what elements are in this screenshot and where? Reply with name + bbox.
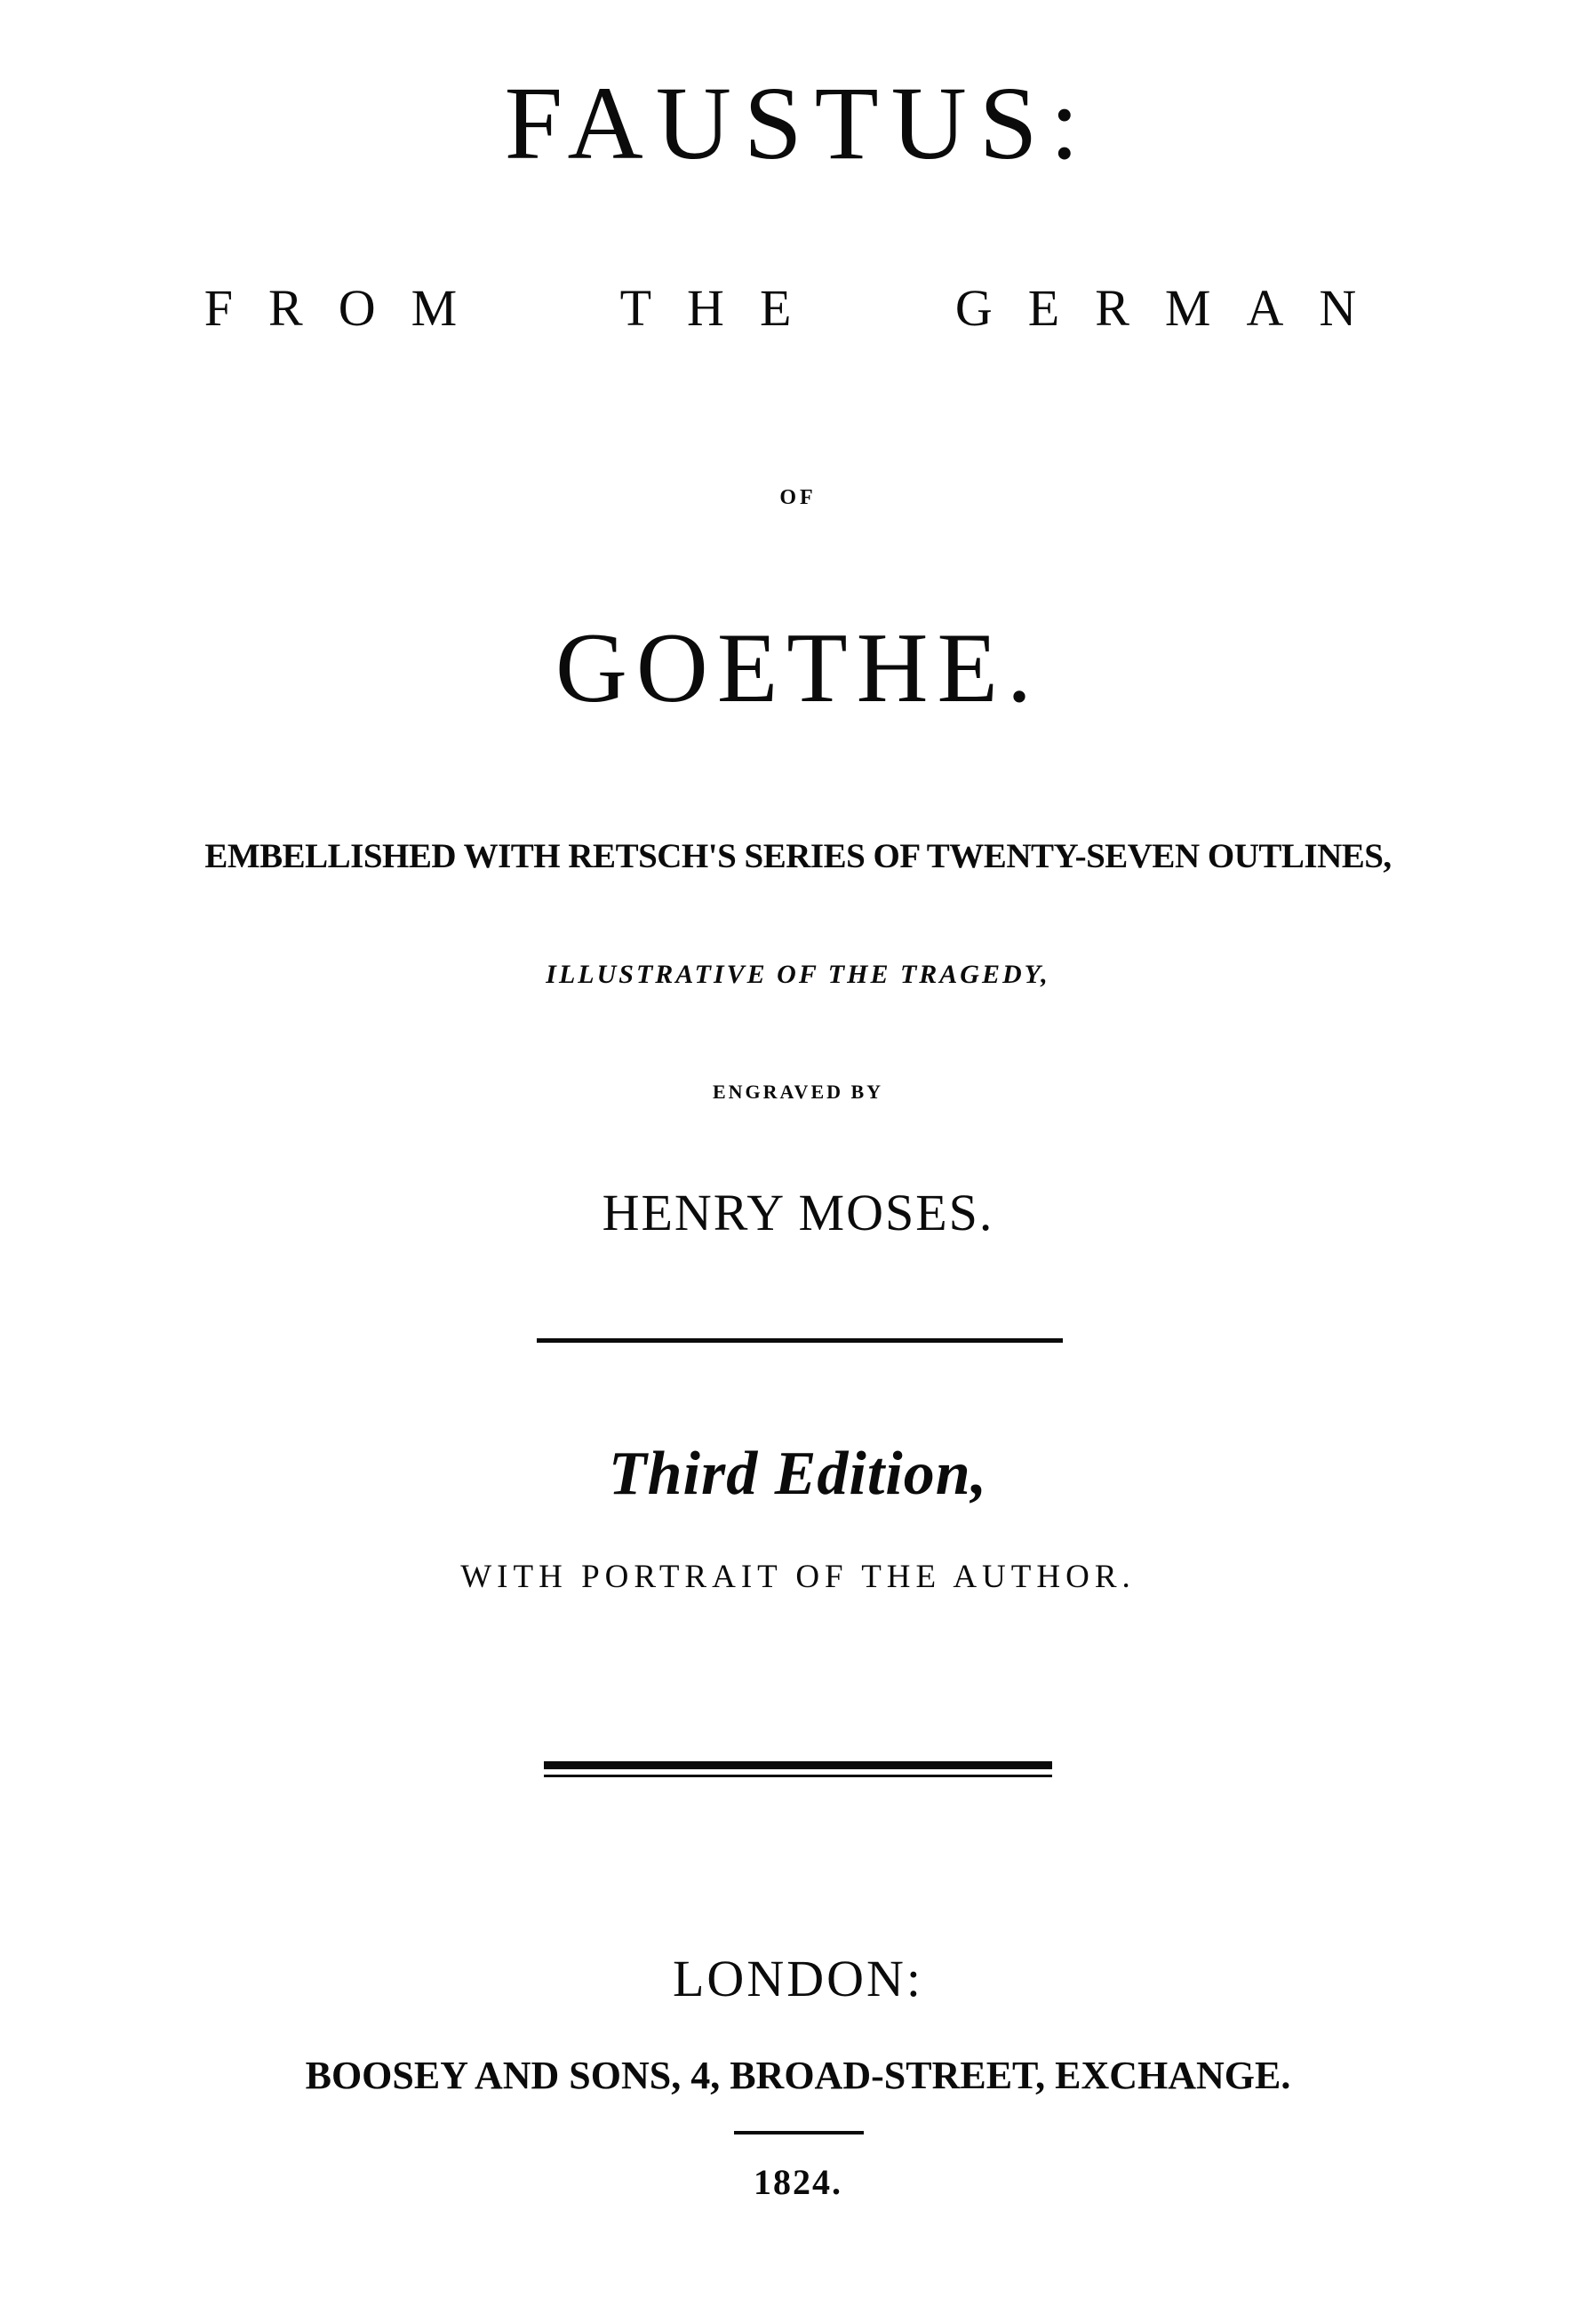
engraved-by-label: ENGRAVED BY <box>712 1081 884 1103</box>
of-connector: OF <box>779 486 817 509</box>
imprint-year: 1824. <box>754 2162 842 2202</box>
edition-line: Third Edition, <box>608 1440 988 1508</box>
imprint-publisher: BOOSEY AND SONS, 4, BROAD-STREET, EXCHANGE. <box>305 2054 1291 2097</box>
short-rule <box>734 2131 864 2134</box>
double-rule-thick <box>544 1761 1052 1769</box>
portrait-line: WITH PORTRAIT OF THE AUTHOR. <box>460 1559 1136 1595</box>
double-rule-thin <box>544 1775 1052 1777</box>
imprint-city: LONDON: <box>673 1950 923 2007</box>
illustrative-line: ILLUSTRATIVE OF THE TRAGEDY, <box>546 960 1050 989</box>
author-name: GOETHE. <box>555 613 1041 723</box>
divider-rule <box>537 1338 1063 1343</box>
book-subtitle: FROM THE GERMAN <box>203 279 1393 337</box>
engraver-name: HENRY MOSES. <box>602 1184 994 1241</box>
embellished-line: EMBELLISHED WITH RETSCH'S SERIES OF TWENTY-SEVEN OUTLINES, <box>204 837 1392 875</box>
book-title: FAUSTUS: <box>504 65 1092 181</box>
